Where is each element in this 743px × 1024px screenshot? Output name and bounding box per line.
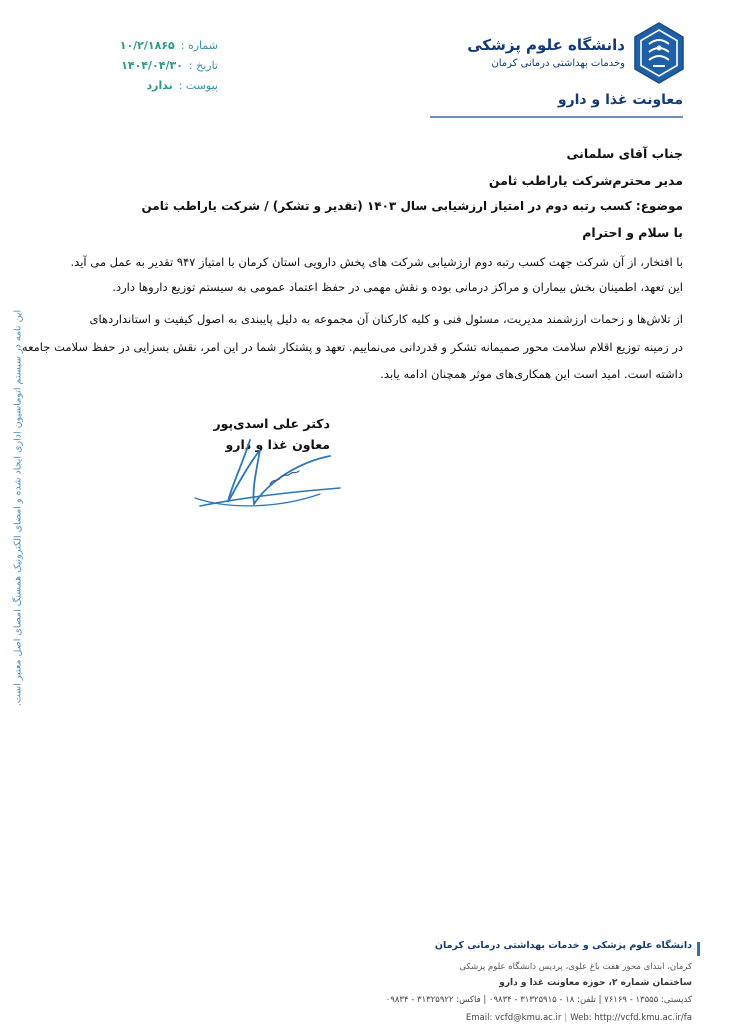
date-label: تاریخ : <box>188 59 218 72</box>
signatory-title: معاون غذا و دارو <box>225 437 330 452</box>
greeting: با سلام و احترام <box>582 225 683 240</box>
org-subtitle: وخدمات بهداشتی درمانی کرمان <box>491 58 625 69</box>
university-emblem-icon <box>633 22 685 84</box>
number-label: شماره : <box>180 39 218 52</box>
letter-number <box>108 36 218 56</box>
header-divider <box>430 116 683 118</box>
number-value: ۱۰/۲/۱۸۶۵ <box>119 39 175 52</box>
letter-attachment <box>108 76 218 96</box>
footer-contact-numbers: کدپستی: ۱۳۵۵۵ - ۷۶۱۶۹ | تلفن: ۱۸ - ۳۱۳۲۵۹۱۵ - ۰۹۸۳۴ | فاکس: ۳۱۳۲۵۹۲۲ - ۰۹۸۳۴ <box>385 995 692 1005</box>
paragraph-line: در زمینه توزیع اقلام سلامت محور صمیمانه تشکر و قدردانی می‌نماییم. تعهد و پشتکار شما در این امر، نقش بسزایی در حفظ سلامت جامعه <box>21 340 683 354</box>
footer-address-line: کرمان، ابتدای محور هفت باغ علوی، پردیس دانشگاه علوم پزشکی <box>459 962 692 972</box>
paragraph-line: این تعهد، اطمینان بخش بیماران و مراکز درمانی بوده و نقش مهمی در حفظ اعتماد عمومی به سیستم توزیع داروها دارد. <box>112 280 683 294</box>
footer-web-contacts <box>466 1013 692 1023</box>
side-note-text: این نامه در سیستم اتوماسیون اداری ایجاد شده و امضای الکترونیک همسنگ امضای اصل معتبر است. <box>12 309 24 707</box>
footer-address-line: ساختمان شماره ۲، حوزه معاونت غذا و دارو <box>499 978 692 988</box>
footer-accent-bar <box>697 942 700 956</box>
footer-title: دانشگاه علوم پزشکی و خدمات بهداشتی درمانی کرمان <box>434 940 692 951</box>
paragraph-line: با افتخار، از آن شرکت جهت کسب رتبه دوم ارزشیابی شرکت های پخش دارویی استان کرمان با امتیاز ۹۴۷ تقدیر به عمل می آید. <box>70 255 683 269</box>
attachment-value: ندارد <box>146 79 173 92</box>
recipient-title: مدیر محترم‌شرکت یاراطب ثامن <box>488 173 683 188</box>
org-name: دانشگاه علوم پزشکی <box>467 36 625 54</box>
footer-website[interactable]: Web: http://vcfd.kmu.ac.ir/fa <box>570 1013 692 1023</box>
letter-date <box>108 56 218 76</box>
recipient-name: جناب آقای سلمانی <box>566 146 683 161</box>
signatory-name: دکتر علی اسدی‌پور <box>213 416 330 431</box>
department-title: معاونت غذا و دارو <box>557 92 683 108</box>
letterhead-brand <box>467 22 685 92</box>
attachment-label: پیوست : <box>178 79 218 92</box>
e-signature-note <box>8 309 28 707</box>
letter-subject: موضوع: کسب رتبه دوم در امتیاز ارزشیابی سال ۱۴۰۳ (تقدیر و تشکر) / شرکت یاراطب ثامن <box>141 199 683 213</box>
letter-metadata <box>108 36 218 96</box>
paragraph-line: داشته است. امید است این همکاری‌های موثر همچنان ادامه یابد. <box>380 367 683 381</box>
date-value: ۱۴۰۴/۰۴/۳۰ <box>121 59 183 72</box>
handwritten-signature-icon <box>180 410 350 520</box>
paragraph-line: از تلاش‌ها و زحمات ارزشمند مدیریت، مسئول فنی و کلیه کارکنان آن مجموعه به دلیل پایبندی به اصول کیفیت و استانداردهای <box>89 312 683 326</box>
separator: | <box>564 1013 568 1023</box>
footer-email[interactable]: Email: vcfd@kmu.ac.ir <box>465 1013 562 1023</box>
